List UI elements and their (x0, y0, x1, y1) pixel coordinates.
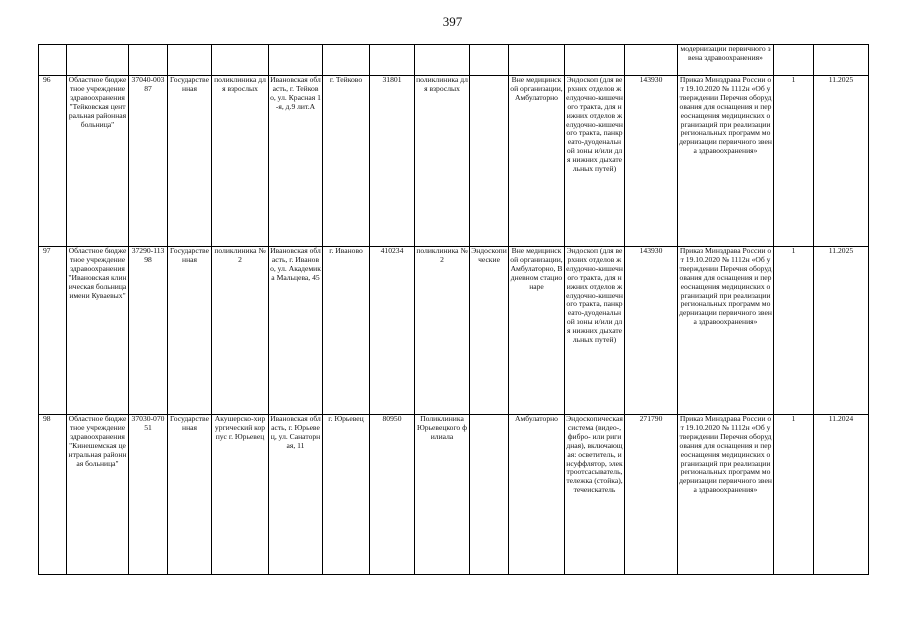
cell-code2 (370, 45, 415, 76)
table-row-continuation (39, 45, 869, 76)
cell-unit (212, 45, 269, 76)
cell-equipment: Эндоскопическая система (видео-, фибро- или ригидная), включающая: осветитель, инсуффлятор, электроотсасыватель, тележка (стойка), течеискатель (565, 415, 625, 575)
cell-code3: 143930 (625, 247, 678, 415)
cell-qty: 1 (774, 247, 814, 415)
cell-profile (470, 76, 509, 247)
cell-code: 37030-07051 (129, 415, 168, 575)
cell-profile (470, 415, 509, 575)
cell-profile (470, 45, 509, 76)
cell-code2: 410234 (370, 247, 415, 415)
cell-num (39, 45, 67, 76)
cell-qty (774, 45, 814, 76)
cell-address: Ивановская область, г. Иваново, ул. Академика Мальцева, 45 (269, 247, 323, 415)
cell-city: г. Тейково (323, 76, 370, 247)
cell-code2: 80950 (370, 415, 415, 575)
cell-address: Ивановская область, г. Тейково, ул. Красная 1-я, д.9 лит.А (269, 76, 323, 247)
cell-equipment: Эндоскоп (для верхних отделов желудочно-кишечного тракта, для нижних отделов желудочно-кишечного тракта, панкреато-дуоденальной зоны и/или для нижних дыхательных путей) (565, 247, 625, 415)
cell-qty: 1 (774, 415, 814, 575)
cell-form: Государственная (168, 247, 212, 415)
cell-code2: 31801 (370, 76, 415, 247)
table-row (39, 76, 869, 247)
cell-qty: 1 (774, 76, 814, 247)
cell-code3: 143930 (625, 76, 678, 247)
cell-basis: Приказ Минздрава России от 19.10.2020 № 1112н «Об утверждении Перечня оборудования для оснащения и переоснащения медицинских организаций при реализации региональных программ модернизации первичного звена здравоохранения» (678, 415, 774, 575)
cell-date: 11.2025 (814, 247, 869, 415)
cell-dept: поликлиника для взрослых (415, 76, 470, 247)
cell-conditions: Вне медицинской организации, Амбулаторно (509, 76, 565, 247)
cell-address: Ивановская область, г. Юрьевец, ул. Санаторная, 11 (269, 415, 323, 575)
cell-form (168, 45, 212, 76)
page-number: 397 (442, 14, 463, 29)
cell-equipment: Эндоскоп (для верхних отделов желудочно-кишечного тракта, для нижних отделов желудочно-кишечного тракта, панкреато-дуоденальной зоны и/или для нижних дыхательных путей) (565, 76, 625, 247)
cell-num: 98 (39, 415, 67, 575)
cell-dept (415, 45, 470, 76)
cell-date: 11.2024 (814, 415, 869, 575)
cell-city (323, 45, 370, 76)
cell-conditions: Вне медицинской организации, Амбулаторно, В дневном стационаре (509, 247, 565, 415)
cell-form: Государственная (168, 415, 212, 575)
cell-equipment (565, 45, 625, 76)
cell-code: 37290-11398 (129, 247, 168, 415)
cell-date (814, 45, 869, 76)
cell-num: 97 (39, 247, 67, 415)
cell-basis: Приказ Минздрава России от 19.10.2020 № 1112н «Об утверждении Перечня оборудования для оснащения и переоснащения медицинских организаций при реализации региональных программ модернизации первичного звена здравоохранения» (678, 247, 774, 415)
cell-city: г. Юрьевец (323, 415, 370, 575)
cell-code: 37040-00387 (129, 76, 168, 247)
equipment-register-table (38, 44, 869, 575)
cell-org (67, 45, 129, 76)
cell-unit: поликлиника № 2 (212, 247, 269, 415)
cell-unit: поликлиника для взрослых (212, 76, 269, 247)
cell-code3 (625, 45, 678, 76)
table-row (39, 415, 869, 575)
cell-dept: поликлиника № 2 (415, 247, 470, 415)
cell-unit: Акушерско-хирургический корпус г. Юрьевец (212, 415, 269, 575)
cell-code3: 271790 (625, 415, 678, 575)
cell-city: г. Иваново (323, 247, 370, 415)
cell-org: Областное бюджетное учреждение здравоохранения "Кинешемская центральная районная больница" (67, 415, 129, 575)
cell-basis: модернизации первичного звена здравоохранения» (678, 45, 774, 76)
cell-conditions: Амбулаторно (509, 415, 565, 575)
cell-org: Областное бюджетное учреждение здравоохранения "Ивановская клиническая больница имени Куваевых" (67, 247, 129, 415)
cell-basis: Приказ Минздрава России от 19.10.2020 № 1112н «Об утверждении Перечня оборудования для оснащения и переоснащения медицинских организаций при реализации региональных программ модернизации первичного звена здравоохранения» (678, 76, 774, 247)
cell-conditions (509, 45, 565, 76)
cell-num: 96 (39, 76, 67, 247)
cell-address (269, 45, 323, 76)
cell-date: 11.2025 (814, 76, 869, 247)
cell-code (129, 45, 168, 76)
cell-profile: Эндоскопические (470, 247, 509, 415)
table-row (39, 247, 869, 415)
cell-org: Областное бюджетное учреждение здравоохранения "Тейковская центральная районная больница" (67, 76, 129, 247)
cell-dept: Поликлиника Юрьевецкого филиала (415, 415, 470, 575)
cell-form: Государственная (168, 76, 212, 247)
